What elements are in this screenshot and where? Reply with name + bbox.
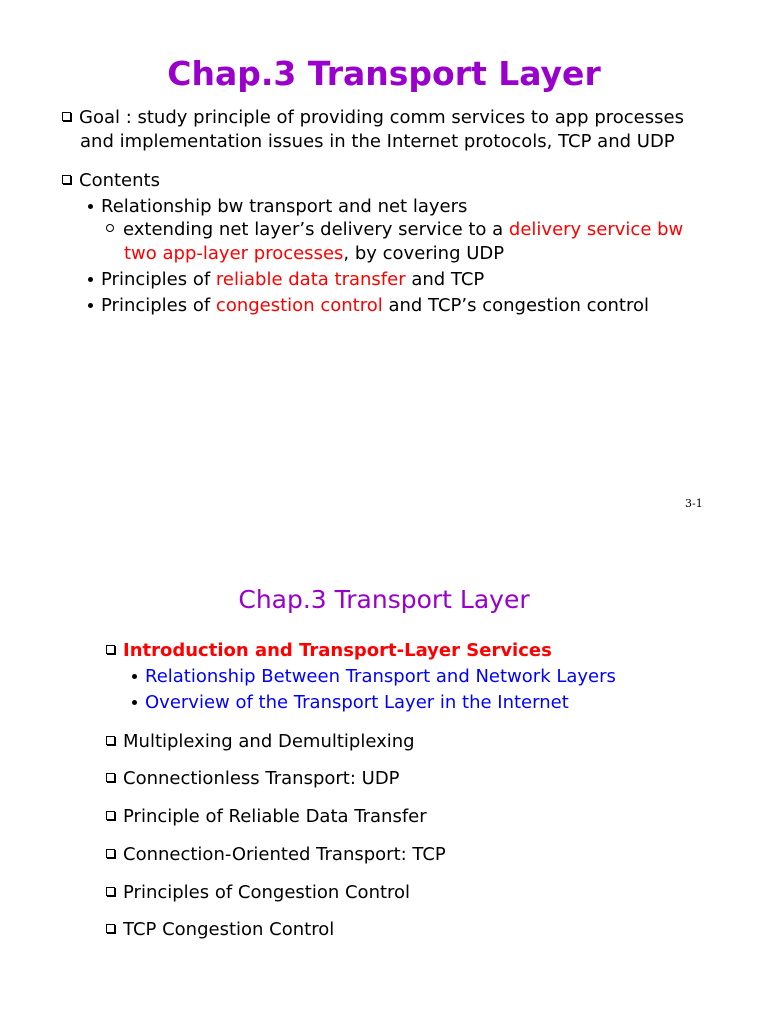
- dot-bullet-icon: [132, 700, 137, 705]
- sub1-text-b: delivery service bw: [508, 219, 684, 240]
- section-5: [106, 843, 446, 867]
- sub1-text-d: , by covering UDP: [343, 243, 505, 264]
- subsection-1: [132, 665, 616, 689]
- slide1-title: Chap.3 Transport Layer: [167, 54, 601, 93]
- dot-bullet-icon: [132, 674, 137, 679]
- section-1: [106, 639, 552, 663]
- section-6-label: Principles of Congestion Control: [123, 882, 411, 903]
- contents-label: Contents: [79, 170, 160, 191]
- square-bullet-icon: [106, 645, 115, 654]
- square-bullet-icon: [106, 811, 115, 820]
- section-1-label: Introduction and Transport-Layer Services: [123, 640, 552, 661]
- subsection-1-label: Relationship Between Transport and Network Layers: [145, 666, 616, 687]
- section-2: [106, 730, 415, 754]
- dot-bullet-icon: [88, 204, 93, 209]
- goal-line-2: and implementation issues in the Internet protocols, TCP and UDP: [80, 131, 675, 152]
- square-bullet-icon: [106, 849, 115, 858]
- dot-bullet-icon: [88, 303, 93, 308]
- square-bullet-icon: [106, 773, 115, 782]
- item3-text-a: Principles of: [101, 295, 216, 316]
- contents-item-3: [88, 294, 649, 318]
- goal-line-1: [62, 106, 684, 130]
- item2-text-c: and TCP: [405, 269, 485, 290]
- item3-text-b: congestion control: [215, 295, 383, 316]
- item1-text: Relationship bw transport and net layers: [101, 196, 468, 217]
- section-3-label: Connectionless Transport: UDP: [123, 768, 400, 789]
- section-4: [106, 805, 427, 829]
- sub1-text-c: two app-layer processes: [124, 243, 344, 264]
- contents-heading: [62, 169, 160, 193]
- square-bullet-icon: [106, 736, 115, 745]
- square-bullet-icon: [106, 887, 115, 896]
- dot-bullet-icon: [88, 277, 93, 282]
- contents-item-2: [88, 268, 484, 292]
- sub-item-1: [106, 218, 683, 242]
- section-2-label: Multiplexing and Demultiplexing: [123, 731, 415, 752]
- section-6: [106, 881, 410, 905]
- contents-item-1: [88, 195, 467, 219]
- sub-item-1-cont: [124, 242, 504, 266]
- item2-text-a: Principles of: [101, 269, 216, 290]
- square-bullet-icon: [62, 175, 71, 184]
- goal-text-1: Goal : study principle of providing comm services to app processes: [79, 107, 684, 128]
- section-5-label: Connection-Oriented Transport: TCP: [123, 844, 446, 865]
- section-3: [106, 767, 400, 791]
- item2-text-b: reliable data transfer: [215, 269, 406, 290]
- subsection-2-label: Overview of the Transport Layer in the Internet: [145, 692, 569, 713]
- circle-bullet-icon: [106, 224, 114, 232]
- section-7-label: TCP Congestion Control: [123, 919, 335, 940]
- section-7: [106, 918, 334, 942]
- sub1-text-a: extending net layer’s delivery service to a: [123, 219, 509, 240]
- item3-text-c: and TCP’s congestion control: [382, 295, 650, 316]
- section-4-label: Principle of Reliable Data Transfer: [123, 806, 427, 827]
- slide2-title: Chap.3 Transport Layer: [238, 585, 530, 614]
- page-number: 3-1: [685, 497, 703, 510]
- square-bullet-icon: [62, 112, 71, 121]
- subsection-2: [132, 691, 569, 715]
- square-bullet-icon: [106, 924, 115, 933]
